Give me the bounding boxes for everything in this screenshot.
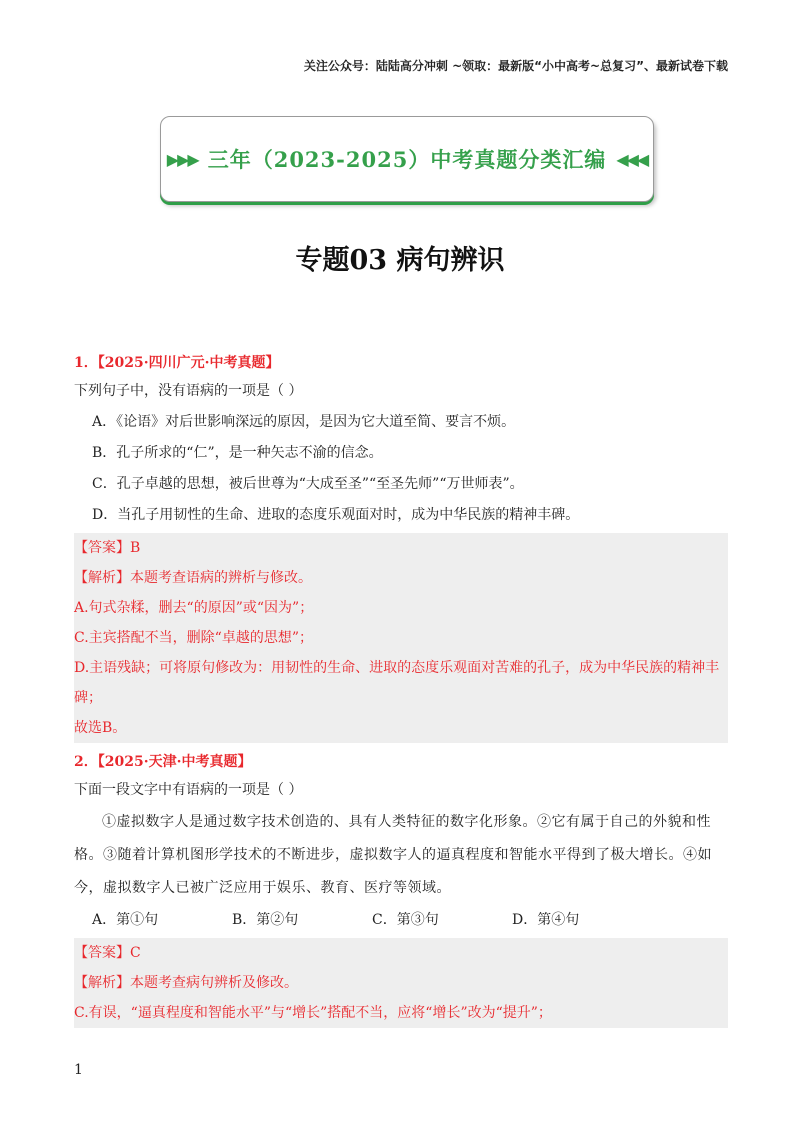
questions: [74, 350, 728, 1028]
series-banner: [160, 116, 654, 202]
q2-choice-b: B．第②句: [232, 912, 299, 928]
q1-option-a: A．《论语》对后世影响深远的原因，是因为它大道至简、要言不烦。: [92, 414, 516, 430]
q2-passage: ①虚拟数字人是通过数字技术创造的、具有人类特征的数字化形象。②它有属于自己的外貌和性格。③随着计算机图形学技术的不断进步，虚拟数字人的逼真程度和智能水平得到了极大增长。④如今，虚拟数字人已被广泛应用于娱乐、教育、医疗等领域。: [74, 814, 712, 896]
right-arrows-icon: ◀◀◀: [616, 149, 648, 169]
q2-analysis-0: 【解析】本题考查病句辨析及修改。: [74, 975, 298, 991]
q2-choice-d: D．第④句: [512, 912, 580, 928]
q2-tag: 2．【2025·天津·中考真题】: [74, 754, 252, 770]
q1-analysis-2: C.主宾搭配不当，删除“卓越的思想”；: [74, 630, 313, 646]
q2-stem: 下面一段文字中有语病的一项是（ ）: [74, 782, 303, 798]
page-number: 1: [74, 1062, 83, 1078]
banner-text: 三年（2023-2025）中考真题分类汇编: [207, 147, 607, 172]
header-note: 关注公众号：陆陆高分冲刺 ~领取：最新版“小中高考~总复习”、最新试卷下载: [303, 59, 728, 73]
q2-analysis-1: C.有误，“逼真程度和智能水平”与“增长”搭配不当，应将“增长”改为“提升”；: [74, 1005, 552, 1021]
q1-option-c: C．孔子卓越的思想，被后世尊为“大成至圣”“至圣先师”“万世师表”。: [92, 476, 524, 492]
q2-choice-a: A．第①句: [92, 912, 159, 928]
q1-analysis-4: 故选B。: [74, 720, 127, 736]
q1-option-d: D．当孔子用韧性的生命、进取的态度乐观面对时，成为中华民族的精神丰碑。: [92, 507, 580, 523]
q1-option-b: B．孔子所求的“仁”，是一种矢志不渝的信念。: [92, 445, 383, 461]
q1-analysis-0: 【解析】本题考查语病的辨析与修改。: [74, 570, 312, 586]
q1-analysis-3: D.主语残缺；可将原句修改为：用韧性的生命、进取的态度乐观面对苦难的孔子，成为中华民族的精神丰碑；: [74, 660, 720, 706]
page-title: 专题03 病句辨识: [295, 245, 505, 276]
q1-analysis-1: A.句式杂糅，删去“的原因”或“因为”；: [74, 600, 314, 616]
left-arrows-icon: ▶▶▶: [166, 149, 198, 169]
q2-answer: 【答案】C: [74, 945, 141, 961]
q2-choices: [74, 905, 728, 936]
q2-answer-block: [74, 938, 728, 1028]
q1-answer-block: [74, 533, 728, 743]
q1-stem: 下列句子中，没有语病的一项是（ ）: [74, 383, 303, 399]
q2-choice-c: C．第③句: [372, 912, 439, 928]
q1-tag: 1．【2025·四川广元·中考真题】: [74, 355, 280, 371]
q1-answer: 【答案】B: [74, 540, 141, 556]
